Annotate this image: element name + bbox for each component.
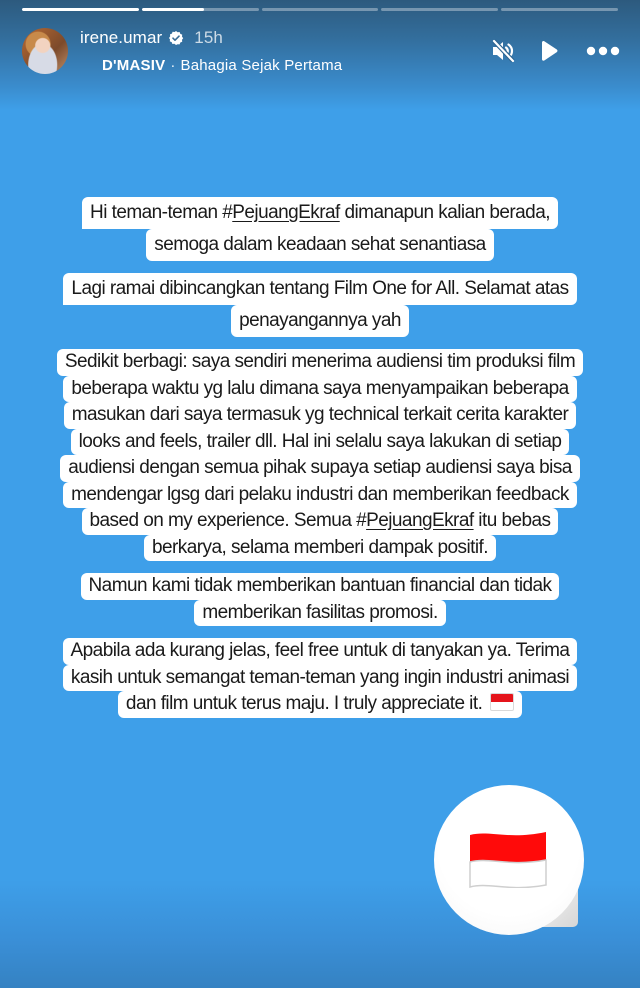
music-separator: ·: [170, 57, 176, 74]
progress-segment-4: [381, 8, 498, 11]
play-button[interactable]: [538, 39, 560, 63]
text-line: beberapa waktu yg lalu dimana saya menyampaikan beberapa: [63, 376, 576, 403]
hashtag-link[interactable]: PejuangEkraf: [366, 510, 474, 531]
post-time: 15h: [194, 28, 223, 47]
flag-sticker[interactable]: [434, 785, 584, 935]
indonesia-flag-icon: [490, 693, 514, 711]
story-header: [22, 25, 640, 80]
progress-segment-1: [22, 8, 139, 11]
text-block-closing: [63, 638, 578, 718]
mute-button[interactable]: [490, 38, 516, 64]
text-segment: Hi teman-teman #: [90, 202, 233, 223]
text-block-sharing: [57, 349, 583, 561]
account-info: [80, 28, 223, 48]
text-line: Sedikit berbagi: saya sendiri menerima audiensi tim produksi film: [57, 349, 583, 376]
music-song-title: Bahagia Sejak Pertama: [180, 57, 343, 74]
text-line: looks and feels, trailer dll. Hal ini selalu saya lakukan di setiap: [71, 429, 570, 456]
play-icon: [539, 40, 559, 62]
story-content: [0, 197, 640, 730]
music-artist: D'MASIV: [102, 57, 166, 74]
text-line: [82, 197, 558, 229]
hashtag-link[interactable]: PejuangEkraf: [232, 202, 340, 223]
speaker-muted-icon: [490, 38, 516, 64]
text-segment: dimanapun kalian berada,: [339, 202, 550, 223]
username-link[interactable]: irene.umar: [80, 28, 163, 47]
text-line: berkarya, selama memberi dampak positif.: [144, 535, 496, 562]
progress-fill: [22, 8, 139, 11]
text-line: Apabila ada kurang jelas, feel free untuk di tanyakan ya. Terima: [63, 638, 578, 665]
story-controls: [490, 38, 620, 64]
text-segment: itu bebas: [473, 510, 551, 531]
progress-segment-2: [142, 8, 259, 11]
avatar[interactable]: [22, 28, 68, 74]
text-line: Lagi ramai dibincangkan tentang Film One for All. Selamat atas: [63, 273, 576, 305]
text-line: Namun kami tidak memberikan bantuan financial dan tidak: [81, 573, 560, 600]
text-line: mendengar lgsg dari pelaku industri dan memberikan feedback: [63, 482, 577, 509]
text-line: semoga dalam keadaan sehat senantiasa: [146, 229, 493, 261]
text-line: kasih untuk semangat teman-teman yang ingin industri animasi: [63, 665, 577, 692]
music-attribution[interactable]: [102, 57, 342, 74]
text-block-greeting: [82, 197, 558, 261]
text-line: [118, 691, 522, 718]
text-segment: based on my experience. Semua #: [89, 510, 367, 531]
progress-segment-5: [501, 8, 618, 11]
text-line: audiensi dengan semua pihak supaya setiap audiensi saya bisa: [60, 455, 580, 482]
story-progress-bar: [22, 8, 618, 11]
progress-segment-3: [262, 8, 379, 11]
more-options-button[interactable]: [586, 45, 620, 57]
text-block-disclaimer: [81, 573, 560, 626]
text-segment: dan film untuk terus maju. I truly appreciate it.: [125, 693, 488, 714]
text-line: masukan dari saya termasuk yg technical terkait cerita karakter: [64, 402, 577, 429]
text-line: memberikan fasilitas promosi.: [194, 600, 445, 627]
text-line: penayangannya yah: [231, 305, 409, 337]
text-line: [82, 508, 559, 535]
verified-badge-icon: [168, 30, 184, 46]
more-horizontal-icon: [586, 46, 620, 56]
indonesia-flag-icon: [469, 830, 547, 888]
progress-fill: [142, 8, 204, 11]
text-block-film: [63, 273, 576, 337]
